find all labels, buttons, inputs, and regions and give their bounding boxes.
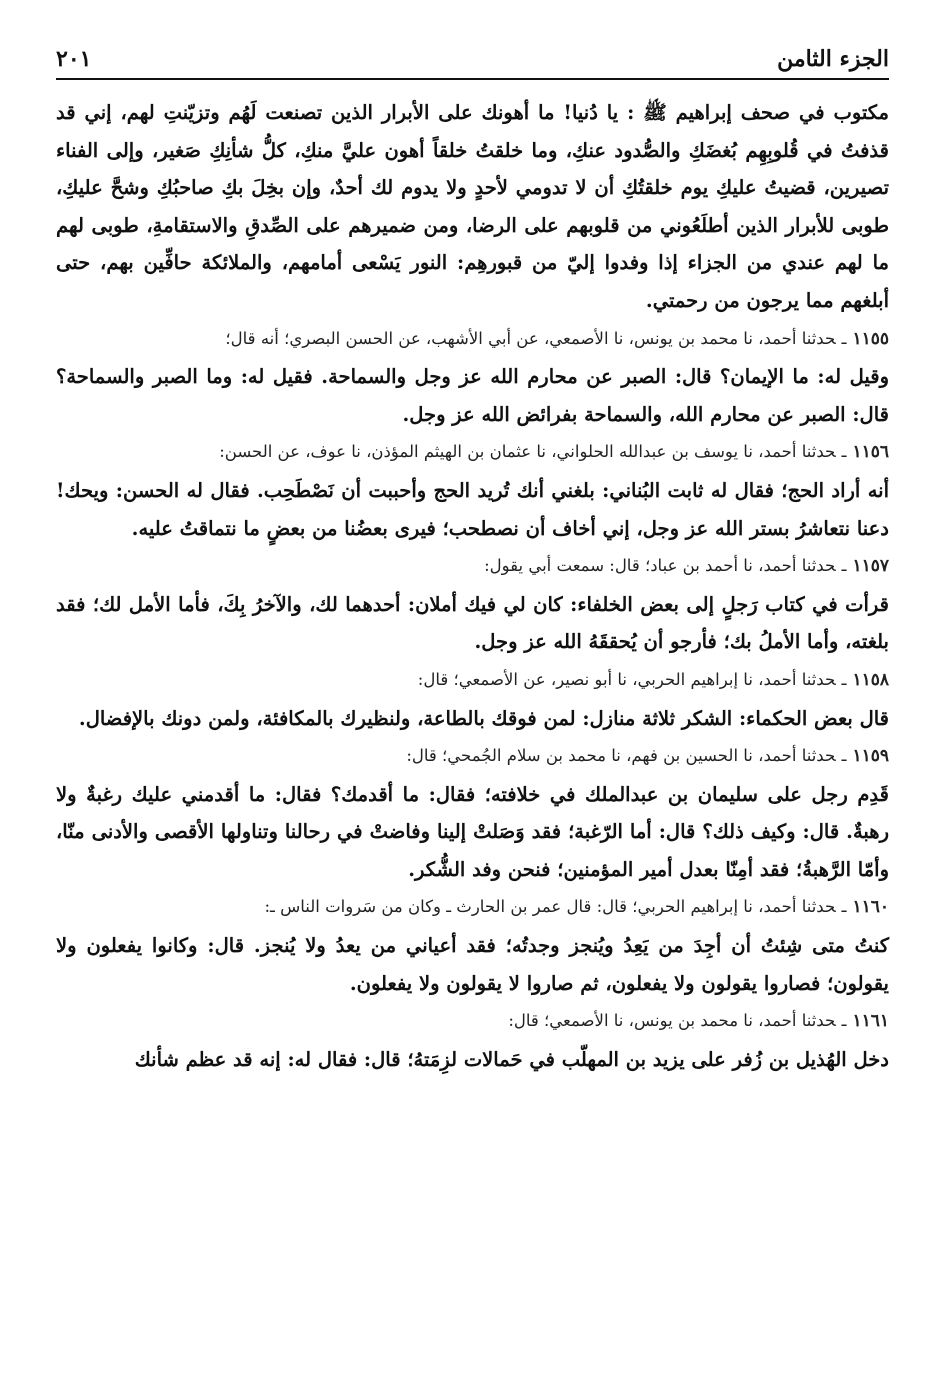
hadith-number: ١١٥٦: [852, 442, 889, 463]
hadith-number: ١١٥٨: [852, 669, 889, 690]
isnad-line: ١١٥٨ـحدثنا أحمد، نا إبراهيم الحربي، نا أبو نصير، عن الأصمعي؛ قال:: [417, 669, 889, 690]
running-head: الجزء الثامن: [777, 46, 889, 72]
text-paragraph: وقيل له: ما الإيمان؟ قال: الصبر عن محارم الله عز وجل والسماحة. فقيل له: وما الصبر والسماحة؟ قال: الصبر عن محارم الله، والسماحة بفرائض الله عز وجل.: [56, 365, 889, 426]
text-paragraph: قرأت في كتاب رَجلٍ إلى بعض الخلفاء: كان لي فيك أملان: أحدهما لك، والآخرُ بِكَ، فأما الأمل لك؛ فقد بلغته، وأما الأملُ بك؛ فأرجو أن يُحققَهُ الله عز وجل.: [56, 592, 889, 654]
text-paragraph: كنتُ متى شِئتُ أن أجِدَ من يَعِدُ ويُنجز وجدتُه؛ فقد أعياني من يعدُ ولا يُنجز. قال: وكانوا يفعلون ولا يقولون؛ فصاروا يقولون ولا يفعلون، ثم صاروا لا يقولون ولا يفعلون.: [56, 934, 889, 995]
text-paragraph: أنه أراد الحج؛ فقال له ثابت البُناني: بلغني أنك تُريد الحج وأحببت أن نَصْطَحِب. فقال له الحسن: ويحك! دعنا نتعاشرُ بستر الله عز وجل، إني أخاف أن نصطحب؛ فيرى بعضُنا من بعضٍ ما نتماقتُ عليه.: [56, 478, 889, 540]
hadith-number: ١١٥٩: [852, 746, 889, 767]
isnad-line: ١١٥٥ـحدثنا أحمد، نا محمد بن يونس، نا الأصمعي، عن أبي الأشهب، عن الحسن البصري؛ أنه قال؛: [225, 328, 889, 349]
isnad-line: ١١٥٦ـحدثنا أحمد، نا يوسف بن عبدالله الحلواني، نا عثمان بن الهيثم المؤذن، نا عوف، عن الحسن:: [219, 442, 889, 463]
isnad-line: ١١٦٠ـحدثنا أحمد، نا إبراهيم الحربي؛ قال: قال عمر بن الحارث ـ وكان من سَروات الناس ـ:: [264, 897, 889, 918]
text-paragraph: قَدِم رجل على سليمان بن عبدالملك في خلافته؛ فقال: ما أقدمك؟ فقال: ما أقدمني عليك رغبةٌ ولا رهبةٌ. قال: وكيف ذلك؟ قال: أما الرّغبة؛ فقد وَصَلتْ إلينا وفاضتْ في رحالنا وتناولها الأقصى والأدنى منّا، وأمّا الرَّهبةُ؛ فقد أمِنّا بعدل أمير المؤمنين؛ فنحن وفد الشُّكر.: [56, 782, 889, 881]
page-body: [56, 94, 889, 1078]
isnad-line: ١١٥٩ـحدثنا أحمد، نا الحسين بن فهم، نا محمد بن سلام الجُمحي؛ قال:: [406, 746, 889, 767]
page-header: [56, 36, 889, 80]
page-number: ٢٠١: [56, 46, 92, 72]
hadith-number: ١١٥٥: [852, 328, 889, 349]
isnad-line: ١١٥٧ـحدثنا أحمد، نا أحمد بن عباد؛ قال: سمعت أبي يقول:: [484, 556, 889, 577]
hadith-number: ١١٥٧: [852, 556, 889, 577]
hadith-number: ١١٦١: [852, 1011, 889, 1032]
text-paragraph: مكتوب في صحف إبراهيم ﷺ : يا دُنيا! ما أهونك على الأبرار الذين تصنعت لَهُم وتزيّنتِ لهم، إني قد قذفتُ في قُلوبِهِم بُغضَكِ والصُّدود عنكِ، وما خلقتُ خلقاً أهون عليَّ منكِ، كلُّ شأنِكِ صَغير، وإلى الفناء تصيرين، قضيتُ عليكِ يوم خلقتُكِ أن لا تدومي لأحدٍ ولا يدوم لك أحدٌ، وإن بخِلَ بكِ صاحبُكِ وشحَّ عليكِ، طوبى للأبرار الذين أطلَعُوني من قلوبهم على الرضا، ومن ضميرهم على الصِّدقِ والاستقامةِ، طوبى لهم ما لهم عندي من الجزاء إذا وفدوا إليّ من قبورهِم: النور يَسْعى أمامهم، والملائكة حافِّين بهم، حتى أبلغهم مما يرجون من رحمتي.: [56, 101, 889, 312]
text-paragraph: دخل الهُذيل بن زُفر على يزيد بن المهلّب في حَمالات لزِمَتهُ؛ قال: فقال له: إنه قد عظم شأنك: [134, 1047, 889, 1071]
hadith-number: ١١٦٠: [852, 897, 889, 918]
isnad-line: ١١٦١ـحدثنا أحمد، نا محمد بن يونس، نا الأصمعي؛ قال:: [508, 1011, 889, 1032]
text-paragraph: قال بعض الحكماء: الشكر ثلاثة منازل: لمن فوقك بالطاعة، ولنظيرك بالمكافئة، ولمن دونك بالإفضال.: [78, 706, 889, 730]
